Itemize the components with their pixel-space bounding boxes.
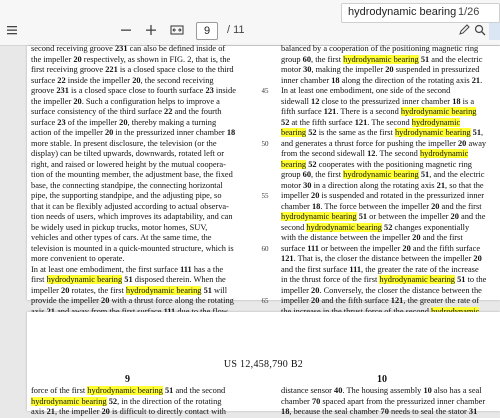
- line-number: [254, 44, 276, 55]
- text-line: sidewall 12 close to the pressurized inner chamber 18 is a: [281, 96, 475, 106]
- line-number: [254, 233, 276, 244]
- fit-page-icon[interactable]: [170, 24, 184, 36]
- text-line: from the second sidewall 12. The second hydrodynamic: [281, 149, 469, 159]
- line-numbers: [254, 44, 276, 328]
- text-line: group 60, the first hydrodynamic bearing 51 and the electric: [281, 54, 483, 64]
- text-line: the impeller 20. Such a configuration helps to improve a: [31, 96, 220, 106]
- line-number: 60: [261, 244, 269, 253]
- right-page-number: 10: [377, 374, 387, 385]
- pdf-page: [27, 44, 500, 306]
- text-line: base, the connecting standpipe, the connecting horizontal: [31, 180, 223, 190]
- line-number: [254, 254, 276, 265]
- text-line: vehicles and other types of cars. At the same time, the: [31, 233, 212, 243]
- text-line: second receiving groove 231 can also be defined inside of: [31, 44, 226, 53]
- text-line: in the thrust force of the first hydrodynamic bearing 51 to the: [281, 275, 487, 285]
- text-line: bearing 52 cooperates with the positioning magnetic ring: [281, 159, 472, 169]
- text-line: fifth surface 121. There is a second hydrodynamic bearing: [281, 107, 477, 117]
- pdf-page: [27, 312, 500, 417]
- text-line: display) can be tilted upwards, downwards, rotated left or: [31, 149, 225, 159]
- text-line: In at least one embodiment, one side of the second: [281, 86, 451, 96]
- text-line: chamber 18. The force between the impeller 20 and the first: [281, 201, 482, 211]
- text-line: 121. That is, the closer the distance between the impeller 20: [281, 254, 482, 264]
- text-line: motor 30 in a direction along the rotating axis 21, so that the: [281, 180, 484, 190]
- text-line: chamber 70 spaced apart from the pressurized inner chamber: [281, 396, 486, 406]
- line-number: [254, 181, 276, 192]
- text-line: more stable. In present disclosure, the television (or the: [31, 138, 217, 148]
- right-text-column: [281, 386, 497, 418]
- search-input[interactable]: [341, 3, 500, 23]
- line-number: [254, 128, 276, 139]
- text-line: tion needs of users, which improves its adaptability, and can: [31, 212, 233, 222]
- line-number: [254, 212, 276, 223]
- text-line: impeller 20 rotates, the first hydrodynamic bearing 51 will: [31, 285, 228, 295]
- text-line: be widely used in pickup trucks, motor homes, SUV,: [31, 222, 208, 232]
- text-line: tion of the mounting member, the adjustment base, the fixed: [31, 170, 233, 180]
- text-line: surface 22 inside the impeller 20, the second receiving: [31, 75, 214, 85]
- line-number: [254, 223, 276, 234]
- zoom-out-icon[interactable]: [120, 24, 132, 36]
- text-line: the impeller 20 respectively, as shown in FIG. 2, that is, the: [31, 54, 231, 64]
- line-number: [254, 118, 276, 129]
- line-number: 65: [261, 297, 269, 306]
- text-line: surface 111 or between the impeller 20 and the fifth surface: [281, 243, 481, 253]
- draw-icon[interactable]: [458, 24, 470, 36]
- text-line: first hydrodynamic bearing 51 disposed therein. When the: [31, 275, 226, 285]
- text-line: 52 at the fifth surface 121. The second hydrodynamic: [281, 117, 461, 127]
- pdf-toolbar: [0, 0, 500, 46]
- text-line: action of the impeller 20 in the pressurized inner chamber 18: [31, 128, 236, 138]
- zoom-in-icon[interactable]: [145, 24, 157, 36]
- line-number: [254, 65, 276, 76]
- line-number: [254, 97, 276, 108]
- text-line: impeller 20 is suspended and rotated in the pressurized inner: [281, 191, 485, 201]
- text-line: surface 23 of the impeller 20, thereby making a turning: [31, 117, 217, 127]
- line-number: 50: [261, 139, 269, 148]
- text-line: and the first surface 111, the greater the rate of the increase: [281, 264, 479, 274]
- text-line: hydrodynamic bearing 51 or between the impeller 20 and the: [281, 212, 486, 222]
- text-line: balanced by a cooperation of the positioning magnetic ring: [281, 44, 479, 53]
- text-line: In at least one embodiment, the first surface 111 has a the: [31, 264, 224, 274]
- text-line: that it can be flexibly adjusted according to actual observa-: [31, 201, 229, 211]
- left-text-column: [31, 44, 251, 328]
- text-line: and generates a thrust force for pushing the impeller 20 away: [281, 138, 487, 148]
- text-line: provide the impeller 20 with a thrust force along the rotating: [31, 296, 234, 306]
- line-number: [254, 149, 276, 160]
- patent-number: US 12,458,790 B2: [223, 359, 304, 370]
- text-line: hydrodynamic bearing 52, in the direction of the rotating: [31, 396, 222, 406]
- line-number: [254, 160, 276, 171]
- text-line: impeller 20 and the fifth surface 121, the greater the rate of: [281, 296, 480, 306]
- search-query: hydrodynamic bearing: [348, 6, 457, 18]
- line-number: 55: [261, 192, 269, 201]
- text-line: surface consistency of the third surface 22 and the fourth: [31, 107, 222, 117]
- text-line: first receiving groove 221 is a closed space close to the third: [31, 65, 234, 75]
- search-result-count: 1/26: [458, 6, 480, 18]
- line-number: [254, 275, 276, 286]
- text-line: inner chamber 18 along the direction of the rotating axis 21.: [281, 75, 483, 85]
- text-line: bearing 52 is the same as the first hydrodynamic bearing 51,: [281, 128, 484, 138]
- text-line: motor 30, making the impeller 20 suspended in pressurized: [281, 65, 480, 75]
- line-number: [254, 107, 276, 118]
- highlight-icon[interactable]: [489, 22, 500, 40]
- line-number: 45: [261, 87, 269, 96]
- text-line: impeller 20. Conversely, the closer the distance between the: [281, 285, 482, 295]
- line-number: [254, 170, 276, 181]
- line-number: [254, 286, 276, 297]
- text-line: 18, because the seal chamber 70 needs to seal the stator 31: [281, 407, 478, 417]
- text-line: second hydrodynamic bearing 52 changes exponentially: [281, 222, 470, 232]
- line-number: [254, 265, 276, 276]
- line-number: [254, 55, 276, 66]
- search-icon[interactable]: [474, 24, 486, 36]
- page-total: / 11: [227, 24, 245, 36]
- menu-icon[interactable]: [6, 24, 18, 36]
- text-line: distance sensor 40. The housing assembly 10 also has a seal: [281, 386, 482, 395]
- text-line: with the distance between the impeller 20 and the first: [281, 233, 463, 243]
- left-page-number: 9: [125, 374, 130, 385]
- line-number: [254, 76, 276, 87]
- text-line: groove 231 is a closed space close to fourth surface 23 inside: [31, 86, 236, 96]
- text-line: right, and raised or lowered height by the mutual coopera-: [31, 159, 226, 169]
- text-line: pipe, the supporting standpipe, and the adjusting pipe, so: [31, 191, 222, 201]
- text-line: force of the first hydrodynamic bearing 51 and the second: [31, 386, 226, 395]
- text-line: television is mounted in a quick-mounted structure, which is: [31, 243, 234, 253]
- text-line: more convenient to operate.: [31, 254, 125, 264]
- text-line: group 60, the first hydrodynamic bearing 51, and the electric: [281, 170, 485, 180]
- left-text-column: [31, 386, 251, 418]
- line-number: [254, 202, 276, 213]
- page-number-input[interactable]: 9: [196, 22, 218, 40]
- text-line: axis 21, the impeller 20 is difficult to directly contact with: [31, 407, 226, 417]
- right-text-column: [281, 44, 497, 328]
